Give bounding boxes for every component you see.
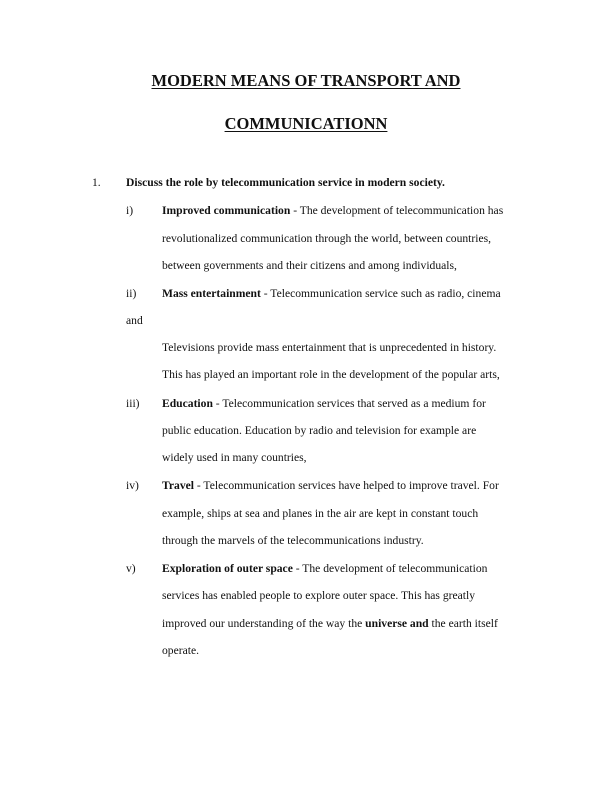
item-text: improved our understanding of the way the xyxy=(162,617,366,630)
item-bold-text: universe and xyxy=(365,617,429,630)
item-heading: Travel xyxy=(162,479,194,492)
item-text: - Telecommunication services that served as a medium for xyxy=(212,397,486,410)
item-line: widely used in many countries, xyxy=(162,451,307,464)
item-label: ii) xyxy=(126,287,137,300)
item-heading: Exploration of outer space xyxy=(162,562,293,575)
item-first-line xyxy=(162,397,486,411)
item-heading: Education xyxy=(162,397,213,410)
item-first-line xyxy=(162,562,487,576)
item-line: revolutionalized communication through the world, between countries, xyxy=(162,232,492,245)
item-label: v) xyxy=(126,562,136,575)
item-label: i) xyxy=(126,204,134,217)
item-first-line xyxy=(162,204,503,218)
question-text: Discuss the role by telecommunication service in modern society. xyxy=(126,176,445,189)
item-first-line xyxy=(162,287,501,301)
item-line: between governments and their citizens and among individuals, xyxy=(162,259,457,272)
item-heading: Improved communication xyxy=(162,204,291,217)
item-wrap-word: and xyxy=(126,314,143,327)
item-heading: Mass entertainment xyxy=(162,287,261,300)
item-line: public education. Education by radio and television for example are xyxy=(162,424,477,437)
item-label: iv) xyxy=(126,479,139,492)
item-line: example, ships at sea and planes in the air are kept in constant touch xyxy=(162,507,479,520)
item-label: iii) xyxy=(126,397,140,410)
item-text: - Telecommunication service such as radio, cinema xyxy=(260,287,501,300)
document-title-line-1: MODERN MEANS OF TRANSPORT AND xyxy=(151,71,461,90)
item-first-line xyxy=(162,479,499,493)
item-line: through the marvels of the telecommunications industry. xyxy=(162,534,424,547)
item-line: services has enabled people to explore outer space. This has greatly xyxy=(162,589,476,602)
document-title-line-2: COMMUNICATIONN xyxy=(224,114,388,133)
item-text: - The development of telecommunication xyxy=(292,562,488,575)
item-line: This has played an important role in the development of the popular arts, xyxy=(162,368,500,381)
item-line: Televisions provide mass entertainment that is unprecedented in history. xyxy=(162,341,497,354)
item-text: - The development of telecommunication has xyxy=(290,204,504,217)
item-line xyxy=(162,617,498,631)
question-number: 1. xyxy=(92,176,101,189)
item-text: - Telecommunication services have helped to improve travel. For xyxy=(193,479,499,492)
item-line: operate. xyxy=(162,644,200,657)
item-text: the earth itself xyxy=(428,617,498,630)
